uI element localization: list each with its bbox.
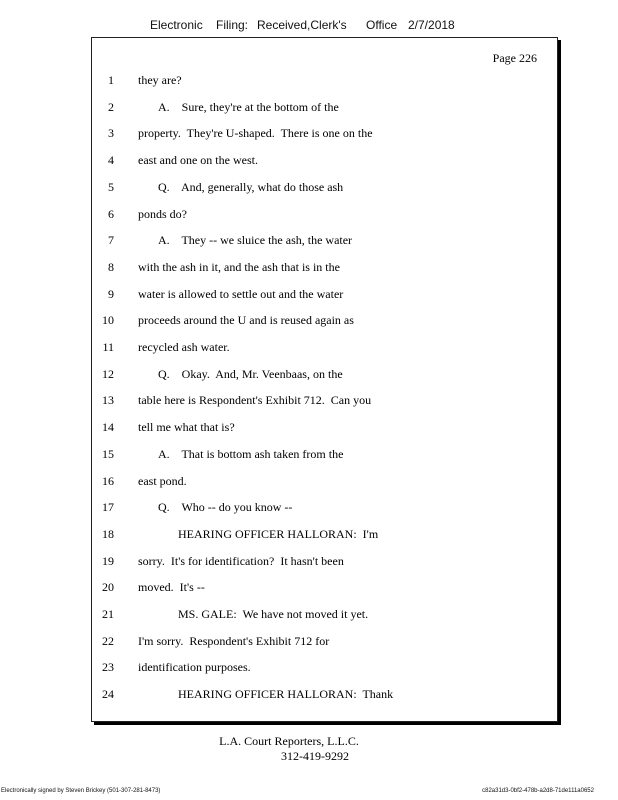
line-text: tell me what that is? xyxy=(138,420,235,435)
transcript-line xyxy=(92,393,557,409)
line-text: property. They're U-shaped. There is one on the xyxy=(138,126,373,141)
line-number: 19 xyxy=(102,553,114,568)
signature-left: Electronically signed by Steven Brickey (501-307-281-8473) xyxy=(1,788,161,794)
line-number: 17 xyxy=(102,500,114,515)
transcript-line xyxy=(92,340,557,356)
line-text: proceeds around the U and is reused again as xyxy=(138,313,354,328)
footer-company: L.A. Court Reporters, L.L.C. xyxy=(219,734,359,748)
transcript-line xyxy=(92,367,557,383)
line-text: east pond. xyxy=(138,473,187,488)
transcript-line xyxy=(92,634,557,650)
line-number: 18 xyxy=(102,526,114,541)
line-text: east and one on the west. xyxy=(138,153,258,168)
transcript-line xyxy=(92,660,557,676)
line-number: 12 xyxy=(102,366,114,381)
signature-right: c82a31d3-0bf2-478b-a2d8-71de111a0652 xyxy=(482,788,594,794)
header-word-office: Office xyxy=(366,18,398,32)
transcript-line xyxy=(92,527,557,543)
line-text: ponds do? xyxy=(138,206,187,221)
transcript-line xyxy=(92,73,557,89)
transcript-line xyxy=(92,233,557,249)
line-number: 1 xyxy=(108,73,114,87)
line-text: table here is Respondent's Exhibit 712. Can you xyxy=(138,393,372,408)
line-number: 10 xyxy=(102,313,114,328)
transcript-line xyxy=(92,207,557,223)
footer-phone: 312-419-9292 xyxy=(281,749,349,763)
header-word-filing: Filing: xyxy=(216,18,249,32)
transcript-line xyxy=(92,126,557,142)
line-number: 7 xyxy=(108,233,114,248)
line-text: MS. GALE: We have not moved it yet. xyxy=(178,607,369,621)
line-text: Q. And, generally, what do those ash xyxy=(158,179,344,194)
line-number: 22 xyxy=(102,633,114,648)
line-number: 23 xyxy=(102,660,114,675)
transcript-line xyxy=(92,474,557,490)
line-number: 3 xyxy=(108,126,114,141)
line-number: 14 xyxy=(102,420,114,435)
page-number: Page 226 xyxy=(492,51,537,65)
transcript-line xyxy=(92,687,557,703)
line-number: 2 xyxy=(108,99,114,114)
line-number: 8 xyxy=(108,259,114,274)
transcript-line xyxy=(92,260,557,276)
transcript-line xyxy=(92,153,557,169)
transcript-page xyxy=(91,37,558,722)
line-number: 9 xyxy=(108,286,114,301)
line-text: Q. Who -- do you know -- xyxy=(158,500,293,515)
header-word-received-clerks: Received,Clerk's xyxy=(257,18,347,32)
line-text: HEARING OFFICER HALLORAN: Thank xyxy=(178,687,394,702)
line-number: 24 xyxy=(102,687,114,702)
line-text: recycled ash water. xyxy=(138,340,230,354)
transcript-line xyxy=(92,500,557,516)
line-text: A. That is bottom ash taken from the xyxy=(158,446,344,461)
transcript-line xyxy=(92,313,557,329)
transcript-line xyxy=(92,100,557,116)
line-text: A. They -- we sluice the ash, the water xyxy=(158,233,353,248)
line-number: 20 xyxy=(102,580,114,595)
transcript-line xyxy=(92,580,557,596)
line-text: HEARING OFFICER HALLORAN: I'm xyxy=(178,526,379,541)
line-number: 15 xyxy=(102,446,114,461)
line-number: 11 xyxy=(102,340,114,354)
line-text: water is allowed to settle out and the water xyxy=(138,286,344,301)
transcript-line xyxy=(92,287,557,303)
transcript-line xyxy=(92,607,557,623)
transcript-line xyxy=(92,447,557,463)
line-text: A. Sure, they're at the bottom of the xyxy=(158,99,339,114)
line-text: with the ash in it, and the ash that is in the xyxy=(138,259,340,274)
line-number: 4 xyxy=(108,153,114,168)
line-number: 13 xyxy=(102,393,114,408)
line-text: they are? xyxy=(138,73,182,87)
line-text: identification purposes. xyxy=(138,660,251,675)
line-text: Q. Okay. And, Mr. Veenbaas, on the xyxy=(158,366,343,381)
header-date: 2/7/2018 xyxy=(408,18,455,32)
transcript-line xyxy=(92,420,557,436)
line-number: 6 xyxy=(108,206,114,221)
line-text: sorry. It's for identification? It hasn't been xyxy=(138,553,344,568)
line-number: 21 xyxy=(102,607,114,621)
line-number: 16 xyxy=(102,473,114,488)
line-text: moved. It's -- xyxy=(138,580,205,595)
transcript-line xyxy=(92,554,557,570)
line-number: 5 xyxy=(108,179,114,194)
line-text: I'm sorry. Respondent's Exhibit 712 for xyxy=(138,633,330,648)
header-word-electronic: Electronic xyxy=(150,18,203,32)
transcript-line xyxy=(92,180,557,196)
